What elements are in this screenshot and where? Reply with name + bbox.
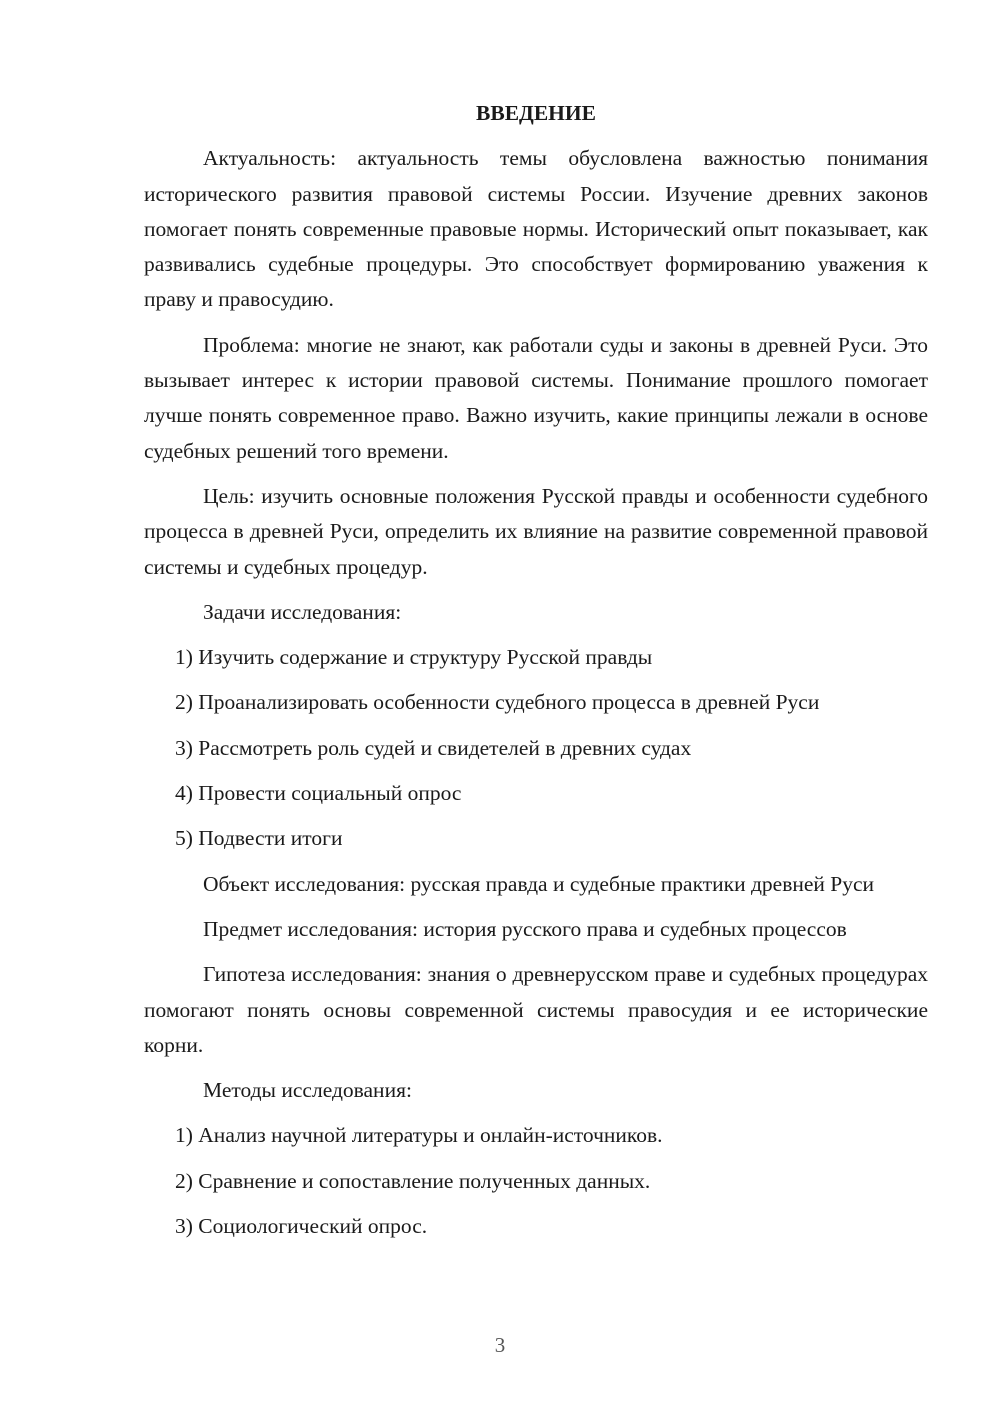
object-paragraph: Объект исследования: русская правда и судебные практики древней Руси (203, 871, 875, 896)
task-item: 4) Провести социальный опрос (175, 781, 462, 806)
methods-heading: Методы исследования: (203, 1078, 412, 1103)
page-number: 3 (494, 1333, 506, 1357)
task-item: 5) Подвести итоги (175, 826, 343, 851)
hypothesis-paragraph: Гипотеза исследования: знания о древнерусском праве и судебных процедурах помогают понять основы современной системы правосудия и ее исторические корни. (144, 962, 928, 1057)
task-item: 2) Проанализировать особенности судебного процесса в древней Руси (175, 690, 820, 715)
method-item: 3) Социологический опрос. (175, 1214, 428, 1239)
page-title: ВВЕДЕНИЕ (476, 101, 596, 125)
method-item: 2) Сравнение и сопоставление полученных данных. (175, 1168, 651, 1193)
tasks-heading: Задачи исследования: (203, 599, 402, 624)
goal-paragraph: Цель: изучить основные положения Русской правды и особенности судебного процесса в древней Руси, определить их влияние на развитие современной правовой системы и судебных процедур. (144, 483, 928, 579)
subject-paragraph: Предмет исследования: история русского права и судебных процессов (203, 916, 847, 941)
document-page (144, 96, 928, 1254)
method-item: 1) Анализ научной литературы и онлайн-источников. (175, 1123, 663, 1148)
relevance-paragraph: Актуальность: актуальность темы обусловлена важностью понимания исторического развития правовой системы России. Изучение древних законов помогает понять современные правовые нормы. Исторический опыт показывает, как развивались судебные процедуры. Это способствует формированию уважения к праву и правосудию. (144, 146, 928, 312)
task-item: 3) Рассмотреть роль судей и свидетелей в древних судах (175, 735, 692, 760)
task-item: 1) Изучить содержание и структуру Русской правды (175, 645, 653, 670)
problem-paragraph: Проблема: многие не знают, как работали суды и законы в древней Руси. Это вызывает интерес к истории правовой системы. Понимание прошлого помогает лучше понять современное право. Важно изучить, какие принципы лежали в основе судебных решений того времени. (144, 332, 928, 463)
